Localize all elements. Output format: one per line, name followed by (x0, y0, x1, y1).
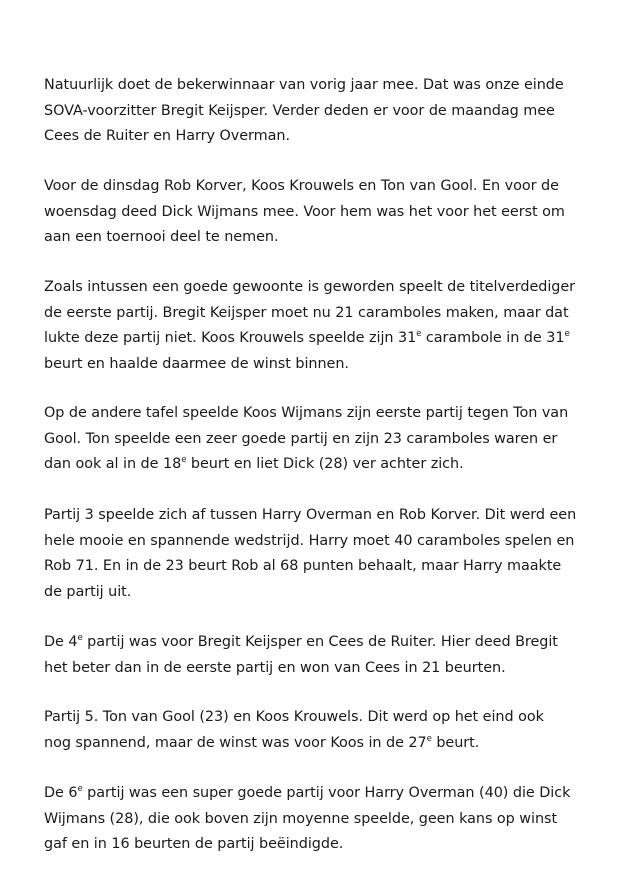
text-line: Voor de dinsdag Rob Korver, Koos Krouwels en Ton van Gool. En voor de (44, 178, 559, 194)
ordinal-superscript: e (564, 329, 570, 339)
text-line: Natuurlijk doet de bekerwinnaar van vorig jaar mee. Dat was onze einde (44, 77, 564, 93)
text-line: Partij 3 speelde zich af tussen Harry Overman en Rob Korver. Dit werd een (44, 507, 577, 523)
paragraph-6 (44, 630, 614, 681)
text-line: Gool. Ton speelde een zeer goede partij en zijn 23 caramboles waren er (44, 430, 558, 447)
text-line: hele mooie en spannende wedstrijd. Harry moet 40 caramboles spelen en (44, 532, 575, 549)
text-line: nog spannend, maar de winst was voor Koos in de 27e beurt. (44, 733, 480, 751)
paragraph-7 (44, 705, 614, 756)
text-line: Wijmans (28), die ook boven zijn moyenne speelde, geen kans op winst (44, 810, 558, 827)
paragraph-4 (44, 401, 614, 478)
text-line: het beter dan in de eerste partij en won van Cees in 21 beurten. (44, 659, 506, 676)
text-line: dan ook al in de 18e beurt en liet Dick (28) ver achter zich. (44, 455, 464, 472)
text-line: Zoals intussen een goede gewoonte is geworden speelt de titelverdediger (44, 279, 576, 295)
text-line: Op de andere tafel speelde Koos Wijmans zijn eerste partij tegen Ton van (44, 405, 569, 421)
text-line: SOVA-voorzitter Bregit Keijsper. Verder deden er voor de maandag mee (44, 102, 555, 119)
text-line: woensdag deed Dick Wijmans mee. Voor hem was het voor het eerst om (44, 203, 565, 220)
ordinal-superscript: e (77, 784, 83, 794)
text-line: beurt en haalde daarmee de winst binnen. (44, 355, 349, 372)
ordinal-superscript: e (181, 455, 187, 465)
text-line: de partij uit. (44, 583, 132, 600)
ordinal-superscript: e (77, 633, 83, 643)
paragraph-3 (44, 275, 614, 377)
paragraph-8 (44, 781, 614, 858)
text-line: Partij 5. Ton van Gool (23) en Koos Krouwels. Dit werd op het eind ook (44, 709, 544, 725)
text-line: Cees de Ruiter en Harry Overman. (44, 128, 290, 144)
ordinal-superscript: e (426, 733, 432, 744)
text-line: De 4e partij was voor Bregit Keijsper en Cees de Ruiter. Hier deed Bregit (44, 633, 558, 650)
text-line: Rob 71. En in de 23 beurt Rob al 68 punten behaalt, maar Harry maakte (44, 558, 562, 574)
ordinal-superscript: e (416, 329, 422, 339)
text-line: De 6e partij was een super goede partij voor Harry Overman (40) die Dick (44, 784, 571, 801)
text-line: aan een toernooi deel te nemen. (44, 229, 279, 245)
text-line: gaf en in 16 beurten de partij beëindigde. (44, 836, 344, 852)
text-line: de eerste partij. Bregit Keijsper moet nu 21 caramboles maken, maar dat (44, 304, 569, 321)
paragraph-2 (44, 174, 614, 251)
paragraph-1 (44, 73, 614, 150)
paragraph-5 (44, 503, 614, 605)
text-line: lukte deze partij niet. Koos Krouwels speelde zijn 31e carambole in de 31e (44, 329, 570, 346)
